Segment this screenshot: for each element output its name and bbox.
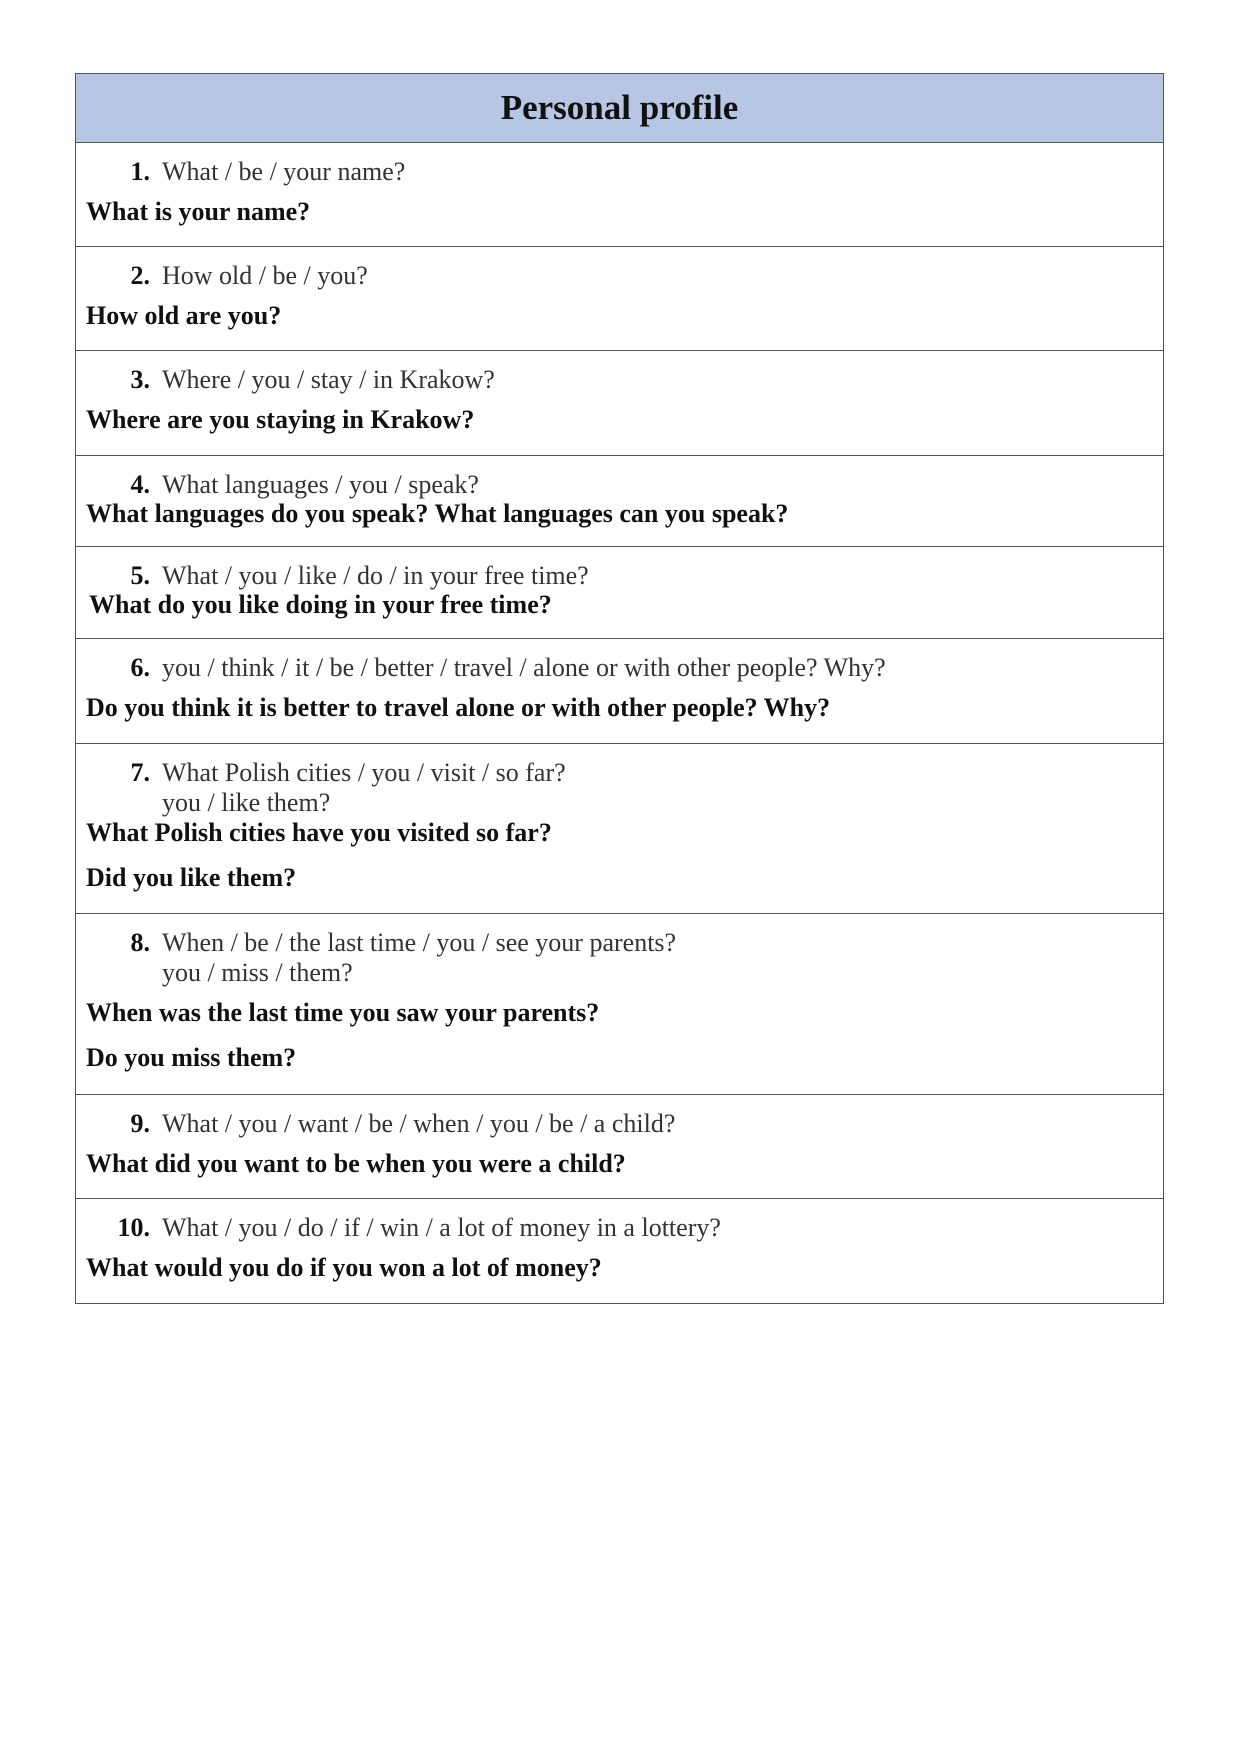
question-number: 7. bbox=[130, 758, 150, 787]
table-header bbox=[76, 74, 1163, 143]
answer-text: What would you do if you won a lot of money? bbox=[86, 1253, 602, 1282]
answer-text: What languages do you speak? What languages can you speak? bbox=[86, 499, 789, 528]
question-prompt: Where / you / stay / in Krakow? bbox=[162, 365, 495, 394]
question-number: 8. bbox=[130, 928, 150, 957]
answer-text: What is your name? bbox=[86, 197, 311, 226]
question-prompt: What / you / want / be / when / you / be / a child? bbox=[162, 1109, 676, 1138]
question-number: 3. bbox=[130, 365, 150, 394]
question-prompt: What languages / you / speak? bbox=[162, 470, 479, 499]
answer-text: Where are you staying in Krakow? bbox=[86, 405, 475, 434]
question-row bbox=[76, 547, 1163, 639]
question-number: 10. bbox=[117, 1213, 150, 1242]
answer-text: What did you want to be when you were a child? bbox=[86, 1149, 626, 1178]
question-row bbox=[76, 914, 1163, 1095]
question-row bbox=[76, 639, 1163, 744]
question-row bbox=[76, 1095, 1163, 1199]
question-prompt: When / be / the last time / you / see your parents? bbox=[162, 928, 677, 957]
question-row bbox=[76, 456, 1163, 547]
question-number: 9. bbox=[130, 1109, 150, 1138]
answer-text: Did you like them? bbox=[86, 863, 297, 892]
answer-text: How old are you? bbox=[86, 301, 282, 330]
question-number: 4. bbox=[130, 470, 150, 499]
question-number: 6. bbox=[130, 653, 150, 682]
question-prompt: What / you / like / do / in your free time? bbox=[162, 561, 589, 590]
answer-text: Do you think it is better to travel alone or with other people? Why? bbox=[86, 693, 831, 722]
answer-text: When was the last time you saw your parents? bbox=[86, 998, 600, 1027]
question-prompt: How old / be / you? bbox=[162, 261, 368, 290]
page-title: Personal profile bbox=[500, 88, 739, 127]
question-prompt: you / like them? bbox=[162, 788, 331, 817]
question-rows bbox=[76, 143, 1163, 1303]
question-number: 1. bbox=[130, 157, 150, 186]
question-number: 2. bbox=[130, 261, 150, 290]
answer-text: Do you miss them? bbox=[86, 1043, 297, 1072]
question-prompt: What / be / your name? bbox=[162, 157, 406, 186]
personal-profile-table bbox=[75, 73, 1164, 1304]
answer-text: What do you like doing in your free time? bbox=[89, 590, 552, 619]
question-row bbox=[76, 1199, 1163, 1303]
question-row bbox=[76, 351, 1163, 456]
question-row bbox=[76, 744, 1163, 914]
answer-text: What Polish cities have you visited so far? bbox=[86, 818, 552, 847]
question-row bbox=[76, 247, 1163, 351]
question-prompt: you / miss / them? bbox=[162, 958, 353, 987]
question-row bbox=[76, 143, 1163, 247]
question-prompt: you / think / it / be / better / travel / alone or with other people? Why? bbox=[162, 653, 886, 682]
question-number: 5. bbox=[130, 561, 150, 590]
question-prompt: What / you / do / if / win / a lot of money in a lottery? bbox=[162, 1213, 721, 1242]
question-prompt: What Polish cities / you / visit / so far? bbox=[162, 758, 566, 787]
